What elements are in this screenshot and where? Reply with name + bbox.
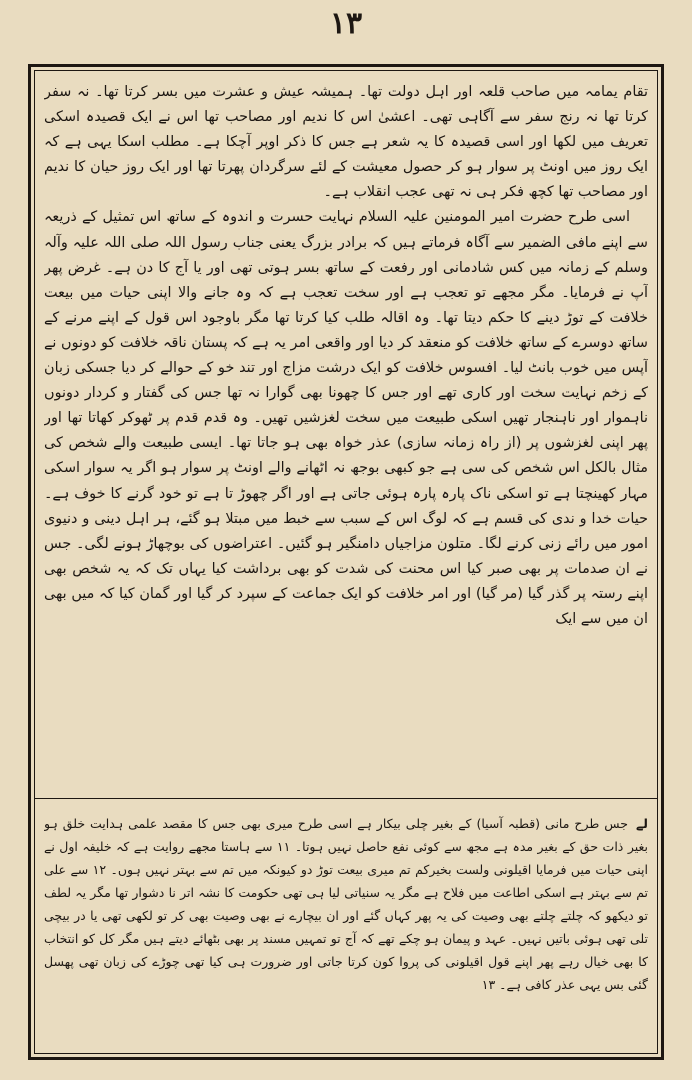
main-paragraph-2: اسی طرح حضرت امیر المومنین علیہ السلام نہایت حسرت و اندوہ کے ساتھ اس تمثیل کے ذریعہ سے اپنے مافی الضمیر سے آگاہ فرماتے ہیں کہ برادر بزرگ یعنی جناب رسول اللہ صلی اللہ علیہ وآلہ وسلم کے زمانہ میں کس شادمانی اور رفعت کے ساتھ بسر ہوتی تھی اور یا آج کا دن ہے۔ غرض پھر آپ نے فرمایا۔ مگر مجھے تو تعجب ہے اور سخت تعجب ہے کہ وہ جانے والا اپنی حیات میں بیعت خلافت کے توڑ دینے کا حکم دیتا تھا۔ وہ اقالہ طلب کیا کرتا تھا مگر باوجود اس قول کے اپنے مرنے کے ساتھ دوسرے کے ساتھ خلافت کو منعقد کر دیا اور واقعی امر یہ ہے کہ پستان ناقہ خلافت کو دونوں نے آپس میں خوب بانٹ لیا۔ افسوس خلافت کو ایک درشت مزاج اور تند خو کے حوالے کر دیا جسکی زبان کے زخم نہایت سخت اور کاری تھے اور جس کا چھونا بھی گوارا نہ تھا جس کی گفتار و کردار دونوں ناہموار اور ناہنجار تھیں اسکی طبیعت میں سخت لغزشیں تھیں۔ وہ قدم قدم پر ٹھوکر کھاتا تھا اور پھر اپنی لغزشوں پر (از راہ زمانہ سازی) عذر خواہ بھی ہو جاتا تھا۔ ایسی طبیعت والے شخص کی مثال بالکل اس شخص کی سی ہے جو کبھی بوجھ نہ اٹھانے والے اونٹ پر سوار ہو اگر یہ سوار اسکی مہار کھینچتا ہے تو اسکی ناک پارہ پارہ ہوئی جاتی ہے اور اگر چھوڑ تا ہے تو خود گرنے کا خوف ہے۔ حیات خدا و ندی کی قسم ہے کہ لوگ اس کے سبب سے خبط میں مبتلا ہو گئے، ہر اہل دینی و دنیوی امور میں رائے زنی کرنے لگا۔ متلون مزاجیاں دامنگیر ہو گئیں۔ اعتراضوں کی بوچھاڑ ہونے لگی۔ جس نے ان صدمات پر بھی صبر کیا اس محنت کی شدت کو بھی برداشت کیا یہاں تک کہ یہ شخص بھی اپنے رستہ پر گذر گیا (مر گیا) اور امر خلافت کو ایک جماعت کے سپرد کر گیا اور گمان کیا کہ میں بھی ان میں سے ایک [44, 209, 648, 627]
main-paragraph-1: تقام یمامہ میں صاحب قلعہ اور اہل دولت تھا۔ ہمیشہ عیش و عشرت میں بسر کرتا تھا۔ نہ سفر کرتا تھا نہ رنج سفر سے آگاہی تھی۔ اعشیٰ اس کا ندیم اور مصاحب تھا اس نے ایک قصیدہ اسکی تعریف میں لکھا اور اسی قصیدہ کا یہ شعر ہے جس کا ذکر اوپر آچکا ہے۔ مطلب اسکا یہی ہے کہ ایک روز میں اونٹ پر سوار ہو کر حصول معیشت کے لئے سرگردان پھرتا تھا اور ایک روز حیان کا ندیم اور مصاحب تھا کچھ فکر ہی نہ تھی عجب انقلاب ہے۔ [44, 84, 648, 201]
footnote-block [44, 812, 648, 1044]
footnote-marker: لے [635, 816, 648, 831]
main-text-block [44, 80, 648, 792]
footnote-divider [34, 798, 658, 799]
footnote-text: جس طرح مانی (قطبہ آسیا) کے بغیر چلی بیکار ہے اسی طرح میری بھی جس کا مقصد علمی ہدایت خلق ہو بغیر ذات حق کے بغیر مدہ ہے مجھ سے کوئی نفع حاصل نہیں ہوتا۔ ١١ سے ہاستا مجھے روایت ہے کہ خلیفہ اول نے اپنی حیات میں فرمایا اقیلونی ولست بخیرکم تم میری بیعت توڑ دو کیونکہ میں تم سے بہتر نہیں ہوں۔ ١٢ سے علی تم سے بہتر ہے اسکی اطاعت میں فلاح ہے مگر یہ سنیاتی لیا ہی تھی حکومت کا نشہ اتر نا دشوار تھا مگر یہ لطف تو دیکھو کہ چلتے چلتے بھی وصیت کی یہ پھر کہاں گئے اور ان بیچارے نے بھی وصیت بھی کر تو لکھی تھی یا در بیچی تلی تھی ہوئی باتیں نہیں۔ عہد و پیمان ہو چکے تھے کہ آج تو تمہیں مسند پر بھی بٹھائے دیتے ہیں مگر کل کو انتخاب کا بھی خیال رہے پھر اپنے قول اقیلونی کی پروا کون کرتا جاتی اور ضرورت ہی کیا تھی چوڑے کی زبان تھی پھسل گئی بس یہی عذر کافی ہے۔ ١٣ [44, 816, 648, 992]
page-number: ١٣ [329, 6, 363, 41]
